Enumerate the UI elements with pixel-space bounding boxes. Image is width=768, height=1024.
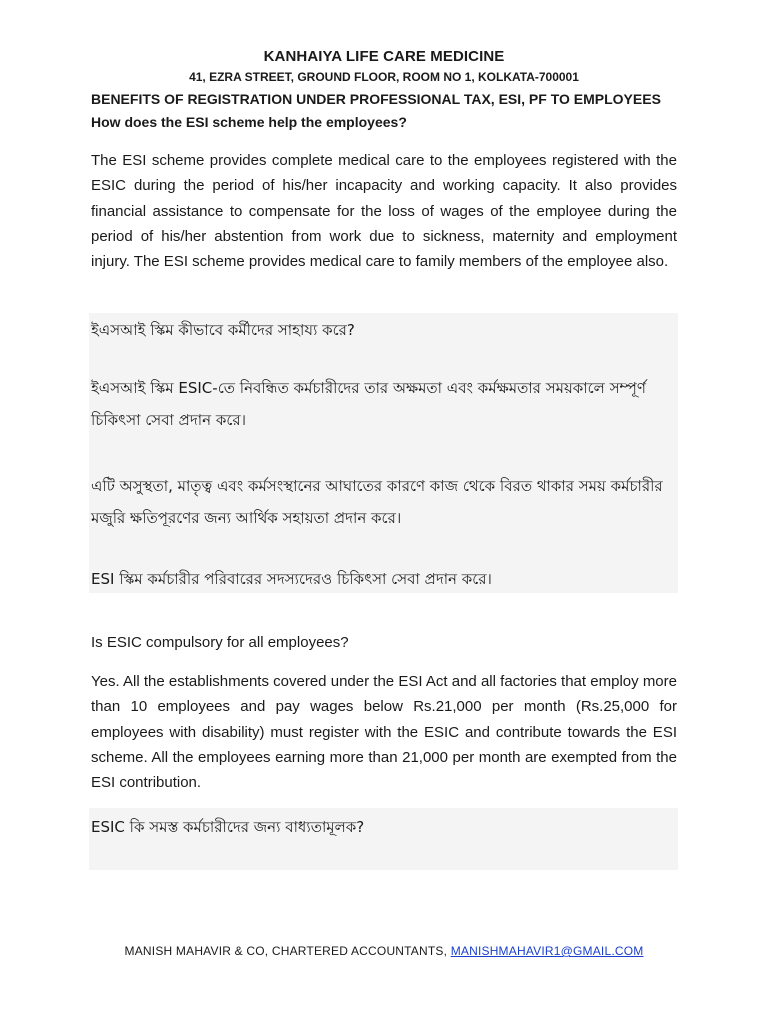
company-address: 41, EZRA STREET, GROUND FLOOR, ROOM NO 1, KOLKATA-700001 [189,70,579,84]
bengali-question-1: ইএসআই স্কিম কীভাবে কর্মীদের সাহায্য করে? [91,321,355,339]
answer-esi-help: The ESI scheme provides complete medical care to the employees registered with the ESIC during the period of his/her incapacity and working capacity. It also provides financial assistance to compensate for the loss of wages of the employee during the period of his/her abstention from work due to sickness, maternity and employment injury. The ESI scheme provides medical care to family members of the employee also. [91,152,677,271]
bengali-translation-box-1 [89,313,678,593]
question-esi-help: How does the ESI scheme help the employees? [91,114,407,130]
bengali-answer-line-1: ইএসআই স্কিম ESIC-তে নিবন্ধিত কর্মচারীদের তার অক্ষমতা এবং কর্মক্ষমতার সময়কালে সম্পূর্ণ চিকিৎসা সেবা প্রদান করে। [91,379,646,429]
section-heading: BENEFITS OF REGISTRATION UNDER PROFESSIONAL TAX, ESI, PF TO EMPLOYEES [91,91,661,107]
bengali-question-2: ESIC কি সমস্ত কর্মচারীদের জন্য বাধ্যতামূলক? [91,818,365,836]
page-footer [0,944,768,958]
question-esic-compulsory: Is ESIC compulsory for all employees? [91,634,349,651]
answer-esic-compulsory: Yes. All the establishments covered under the ESI Act and all factories that employ more than 10 employees and pay wages below Rs.21,000 per month (Rs.25,000 for employees with disability) must register with the ESIC and contribute towards the ESI scheme. All the employees earning more than 21,000 per month are exempted from the ESI contribution. [91,673,677,792]
bengali-answer-line-2: এটি অসুস্থতা, মাতৃত্ব এবং কর্মসংস্থানের আঘাতের কারণে কাজ থেকে বিরত থাকার সময় কর্মচারীর মজুরি ক্ষতিপূরণের জন্য আর্থিক সহায়তা প্রদান করে। [91,477,663,527]
company-title: KANHAIYA LIFE CARE MEDICINE [263,48,505,65]
bengali-answer-line-3: ESI স্কিম কর্মচারীর পরিবারের সদস্যদেরও চিকিৎসা সেবা প্রদান করে। [91,570,492,588]
footer-text: MANISH MAHAVIR & CO, CHARTERED ACCOUNTANTS, [124,944,451,958]
footer-email-link[interactable]: MANISHMAHAVIR1@GMAIL.COM [450,944,644,958]
